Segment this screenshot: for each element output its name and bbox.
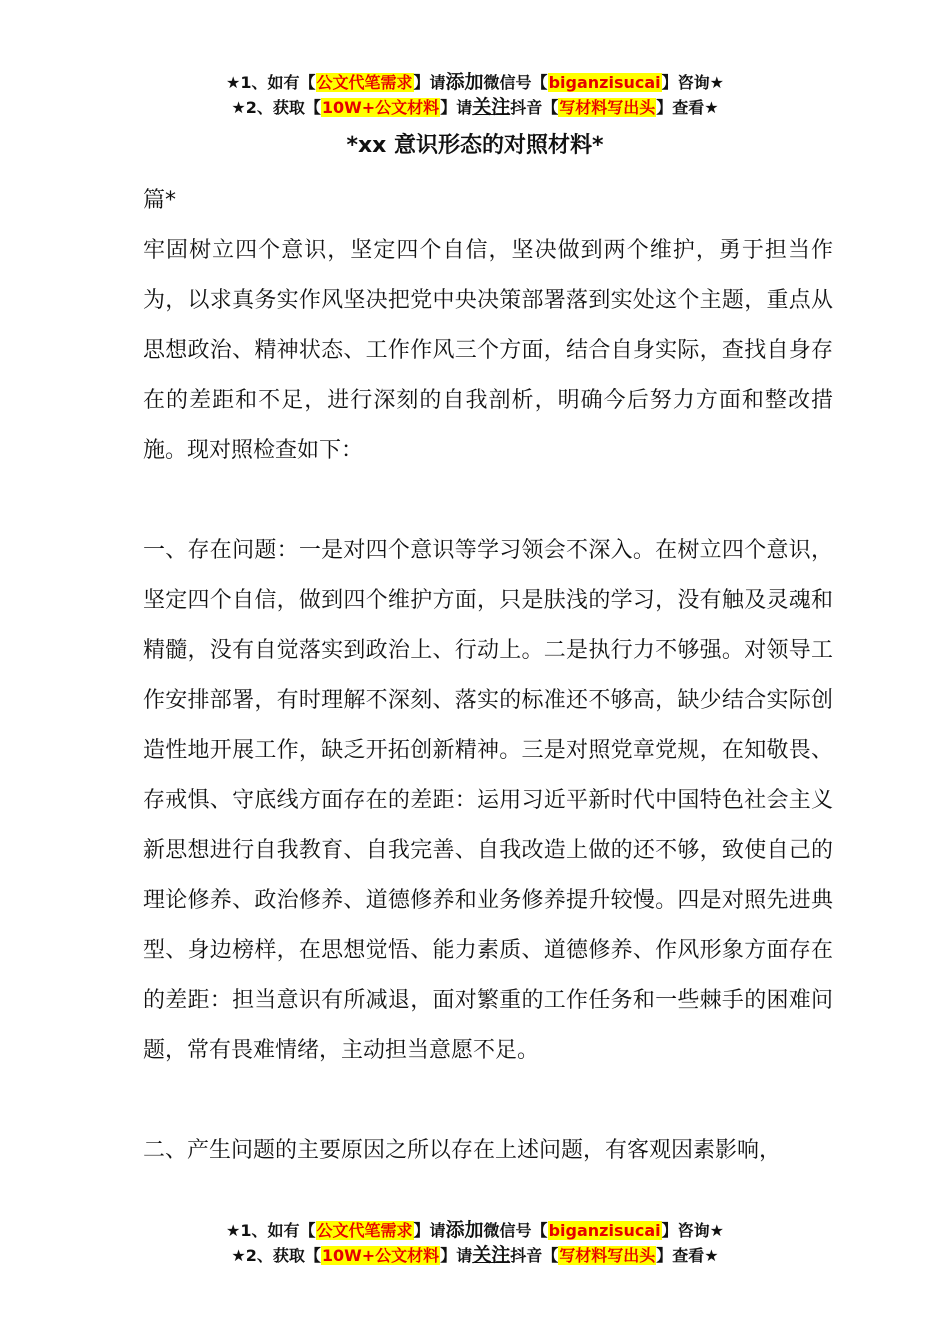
highlight-wechat-id: biganzisucai xyxy=(548,1221,661,1240)
highlight-materials: 10W+公文材料 xyxy=(321,1246,440,1265)
chapter-mark: 篇* xyxy=(143,188,177,213)
highlight-materials: 10W+公文材料 xyxy=(321,98,440,117)
highlight-wechat-id: biganzisucai xyxy=(548,73,661,92)
paragraph-problems: 一、存在问题：一是对四个意识等学习领会不深入。在树立四个意识，坚定四个自信，做到四个维护方面，只是肤浅的学习，没有触及灵魂和精髓，没有自觉落实到政治上、行动上。二是执行力不够强。对领导工作安排部署，有时理解不深刻、落实的标准还不够高，缺少结合实际创造性地开展工作，缺乏开拓创新精神。三是对照党章党规，在知敬畏、存戒惧、守底线方面存在的差距：运用习近平新时代中国特色社会主义新思想进行自我教育、自我完善、自我改造上做的还不够，致使自己的理论修养、政治修养、道德修养和业务修养提升较慢。四是对照先进典型、身边榜样，在思想觉悟、能力素质、道德修养、作风形象方面存在的差距：担当意识有所减退，面对繁重的工作任务和一些棘手的困难问题，常有畏难情绪，主动担当意愿不足。 xyxy=(143,538,833,1063)
ad-banner-bottom xyxy=(0,1218,950,1268)
ad-line-1: ★1、如有【公文代笔需求】请添加微信号【biganzisucai】咨询★ xyxy=(226,1219,724,1241)
highlight-service: 公文代笔需求 xyxy=(316,73,413,92)
ad-line-1: ★1、如有【公文代笔需求】请添加微信号【biganzisucai】咨询★ xyxy=(226,71,724,93)
highlight-douyin: 写材料写出头 xyxy=(559,98,656,117)
ad-line-2: ★2、获取【10W+公文材料】请关注抖音【写材料写出头】查看★ xyxy=(231,96,719,118)
ad-line-2: ★2、获取【10W+公文材料】请关注抖音【写材料写出头】查看★ xyxy=(231,1244,719,1266)
paragraph-causes: 二、产生问题的主要原因之所以存在上述问题，有客观因素影响， xyxy=(143,1138,782,1163)
document-title: *xx 意识形态的对照材料* xyxy=(346,133,604,158)
highlight-service: 公文代笔需求 xyxy=(316,1221,413,1240)
highlight-douyin: 写材料写出头 xyxy=(559,1246,656,1265)
document-body xyxy=(143,176,833,1176)
paragraph-intro: 牢固树立四个意识，坚定四个自信，坚决做到两个维护，勇于担当作为，以求真务实作风坚决把党中央决策部署落到实处这个主题，重点从思想政治、精神状态、工作作风三个方面，结合自身实际，查找自身存在的差距和不足，进行深刻的自我剖析，明确今后努力方面和整改措施。现对照检查如下： xyxy=(143,238,833,463)
ad-banner-top xyxy=(0,70,950,120)
